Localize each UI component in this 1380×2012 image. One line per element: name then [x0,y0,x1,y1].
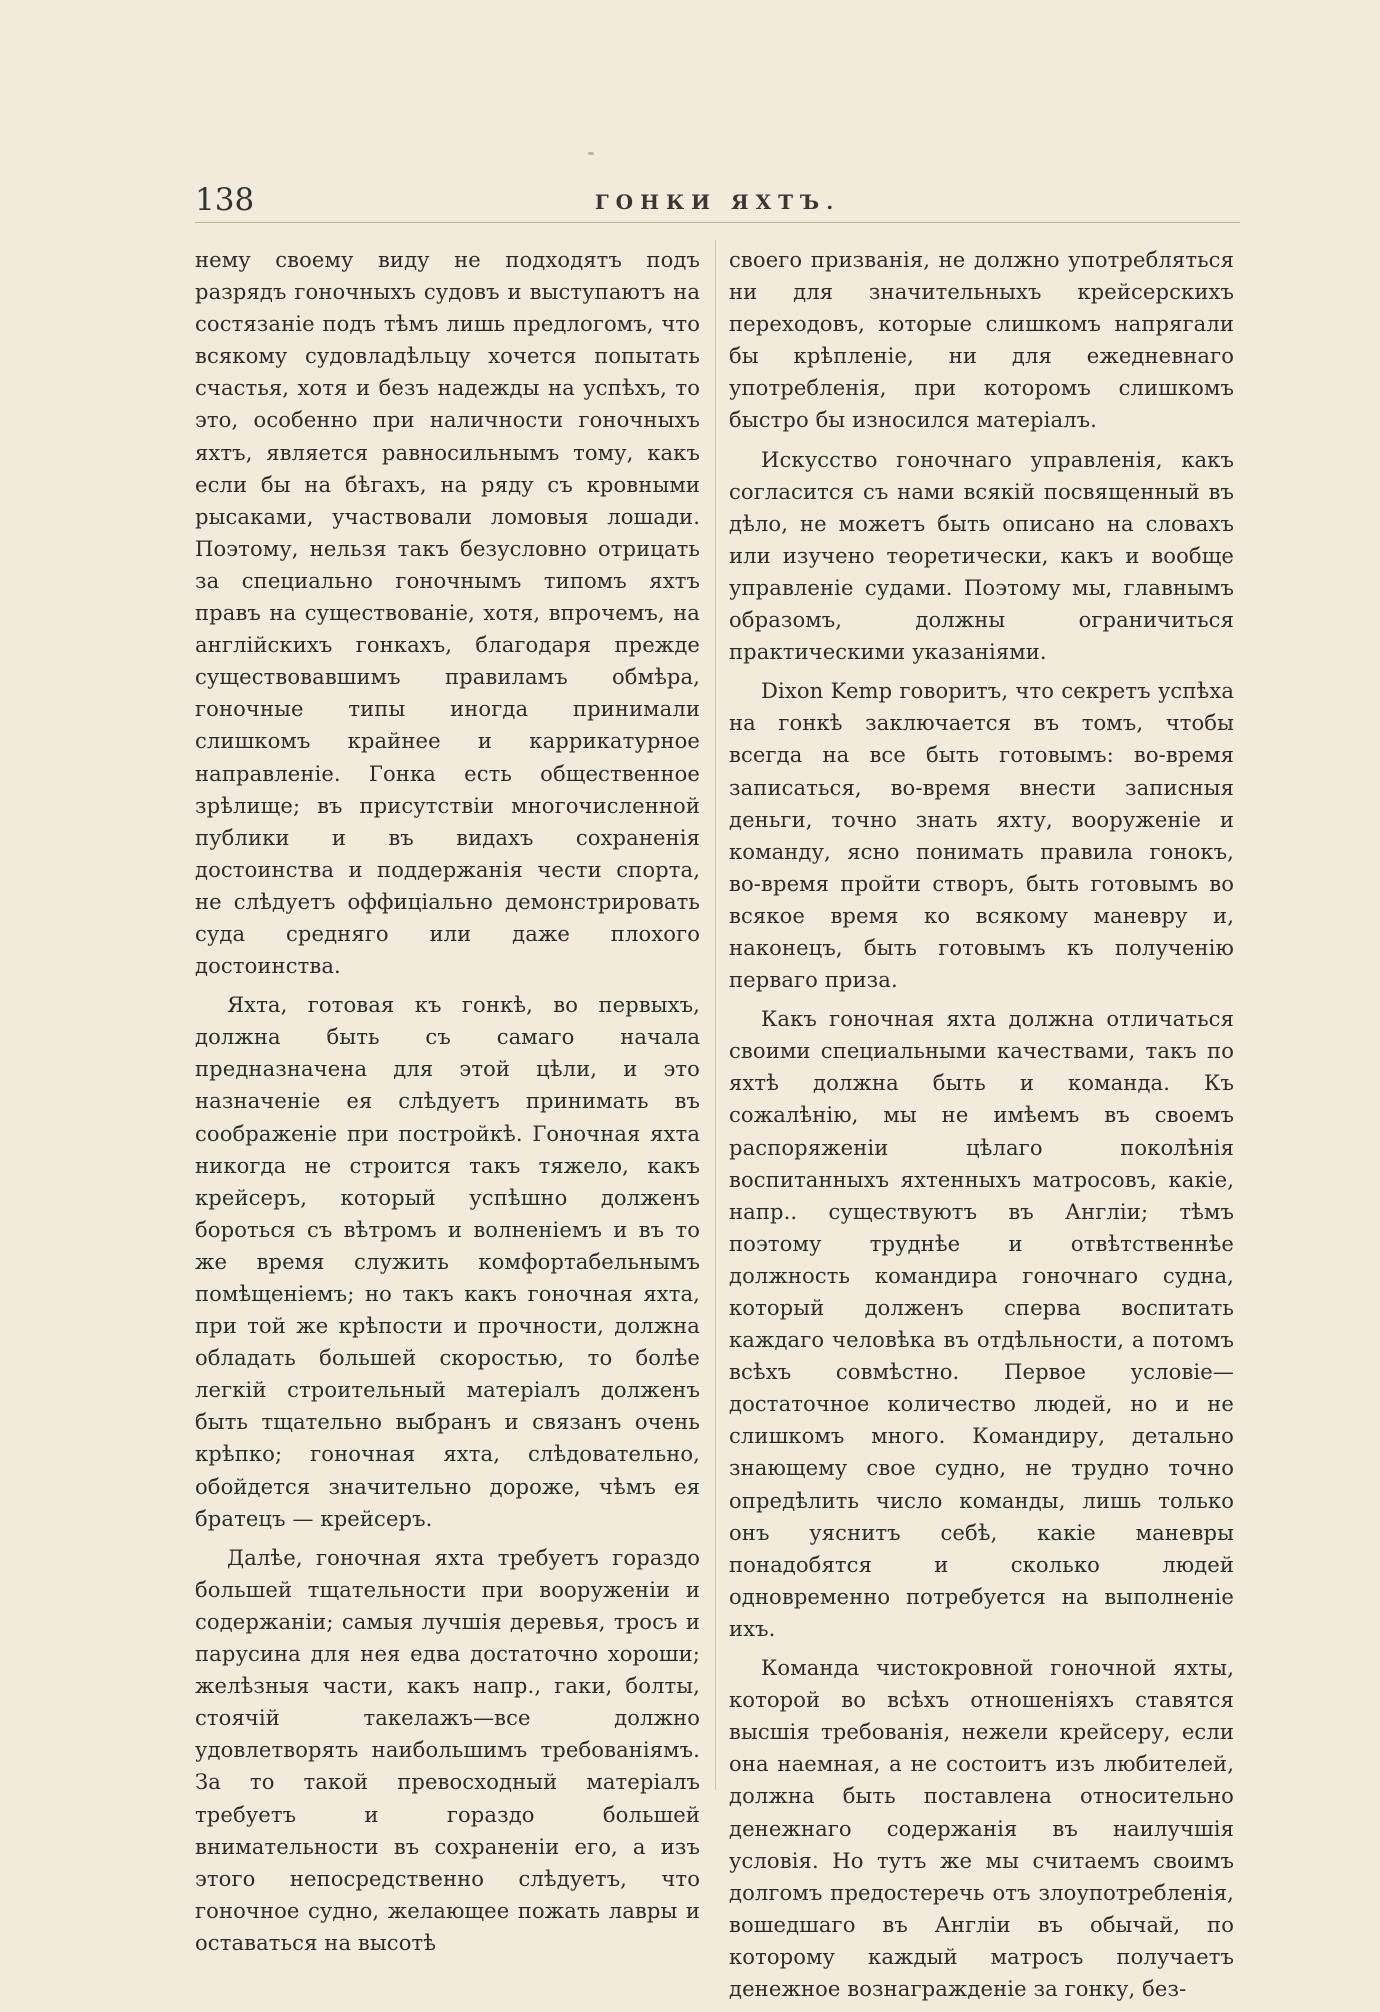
paragraph: Какъ гоночная яхта должна отличаться своими специальными качествами, такъ по яхтѣ должна быть и команда. Къ сожалѣнію, мы не имѣемъ въ своемъ распоряженіи цѣлаго поколѣнія воспитанныхъ яхтенныхъ матросовъ, какіе, напр.. существуютъ въ Англіи; тѣмъ поэтому труднѣе и отвѣтственнѣе должность командира гоночнаго судна, который долженъ сперва воспитать каждаго человѣка въ отдѣльности, а потомъ всѣхъ совмѣстно. Первое условіе—достаточное количество людей, но и не слишкомъ много. Командиру, детально знающему свое судно, не трудно точно опредѣлить число команды, лишь только онъ уяснитъ себѣ, какіе маневры понадобятся и сколько людей одновременно потребуется на выполненіе ихъ. [729,1006,1234,1641]
paragraph: Dixon Kemp говоритъ, что секретъ успѣха на гонкѣ заключается въ томъ, чтобы всегда на все быть готовымъ: во-время записаться, во-время внести записныя деньги, точно знать яхту, вооруженіе и команду, ясно понимать правила гонокъ, во-время пройти створъ, быть готовымъ во всякое время ко всякому маневру и, наконецъ, быть готовымъ къ полученію перваго приза. [729,678,1234,993]
running-title: ГОНКИ ЯХТЪ. [594,190,841,214]
page-number: 138 [195,182,255,218]
paragraph: Искусство гоночнаго управленія, какъ согласится съ нами всякій посвященный въ дѣло, не можетъ быть описано на словахъ или изучено теоретически, какъ и вообще управленіе судами. Поэтому мы, главнымъ образомъ, должны ограничиться практическими указаніями. [729,446,1234,665]
paragraph: Команда чистокровной гоночной яхты, которой во всѣхъ отношеніяхъ ставятся высшія требованія, нежели крейсеру, если она наемная, а не состоитъ изъ любителей, должна быть поставлена относительно денежнаго содержанія въ наилучшія условія. Но тутъ же мы считаемъ своимъ долгомъ предостеречь отъ злоупотребленія, вошедшаго въ Англіи въ обычай, по которому каждый матросъ получаетъ денежное вознагражденіе за гонку, без- [729,1655,1234,2001]
column-divider [715,240,716,1790]
ink-smudge [588,152,594,155]
paragraph: своего призванія, не должно употребляться ни для значительныхъ крейсерскихъ переходовъ, которые слишкомъ напрягали бы крѣпленіе, ни для ежедневнаго употребленія, при которомъ слишкомъ быстро бы износился матеріалъ. [729,247,1234,433]
right-column [729,244,1234,2012]
paragraph: Яхта, готовая къ гонкѣ, во первыхъ, должна быть съ самаго начала предназначена для этой цѣли, и это назначеніе ея слѣдуетъ принимать въ соображеніе при постройкѣ. Гоночная яхта никогда не строится такъ тяжело, какъ крейсеръ, который успѣшно долженъ бороться съ вѣтромъ и волненіемъ и въ то же время служить комфортабельнымъ помѣщеніемъ; но такъ какъ гоночная яхта, при той же крѣпости и прочности, должна обладать большей скоростью, то болѣе легкій строительный матеріалъ долженъ быть тщательно выбранъ и связанъ очень крѣпко; гоночная яхта, слѣдовательно, обойдется значительно дороже, чѣмъ ея братецъ — крейсеръ. [195,992,700,1531]
page-header [195,182,1240,218]
paragraph: Далѣе, гоночная яхта требуетъ гораздо большей тщательности при вооруженіи и содержаніи; самыя лучшія деревья, тросъ и парусина для нея едва достаточно хороши; желѣзныя части, какъ напр., гаки, болты, стоячій такелажъ—все должно удовлетворять наибольшимъ требованіямъ. За то такой превосходный матеріалъ требуетъ и гораздо большей внимательности въ сохраненіи его, а изъ этого непосредственно слѣдуетъ, что гоночное судно, желающее пожать лавры и оставаться на высотѣ [195,1544,700,1955]
left-column [195,244,700,1966]
header-rule [195,222,1240,223]
paragraph: нему своему виду не подходятъ подъ разрядъ гоночныхъ судовъ и выступаютъ на состязаніе подъ тѣмъ лишь предлогомъ, что всякому судовладѣльцу хочется попытать счастья, хотя и безъ надежды на успѣхъ, то это, особенно при наличности гоночныхъ яхтъ, является равносильнымъ тому, какъ если бы на бѣгахъ, на ряду съ кровными рысаками, участвовали ломовыя лошади. Поэтому, нельзя такъ безусловно отрицать за специально гоночнымъ типомъ яхтъ правъ на существованіе, хотя, впрочемъ, на англійскихъ гонкахъ, благодаря прежде существовавшимъ правиламъ обмѣра, гоночные типы иногда принимали слишкомъ крайнее и каррикатурное направленіе. Гонка есть общественное зрѣлище; въ присутствіи многочисленной публики и въ видахъ сохраненія достоинства и поддержанія чести спорта, не слѣдуетъ оффиціально демонстрировать суда средняго или даже плохого достоинства. [195,247,700,979]
